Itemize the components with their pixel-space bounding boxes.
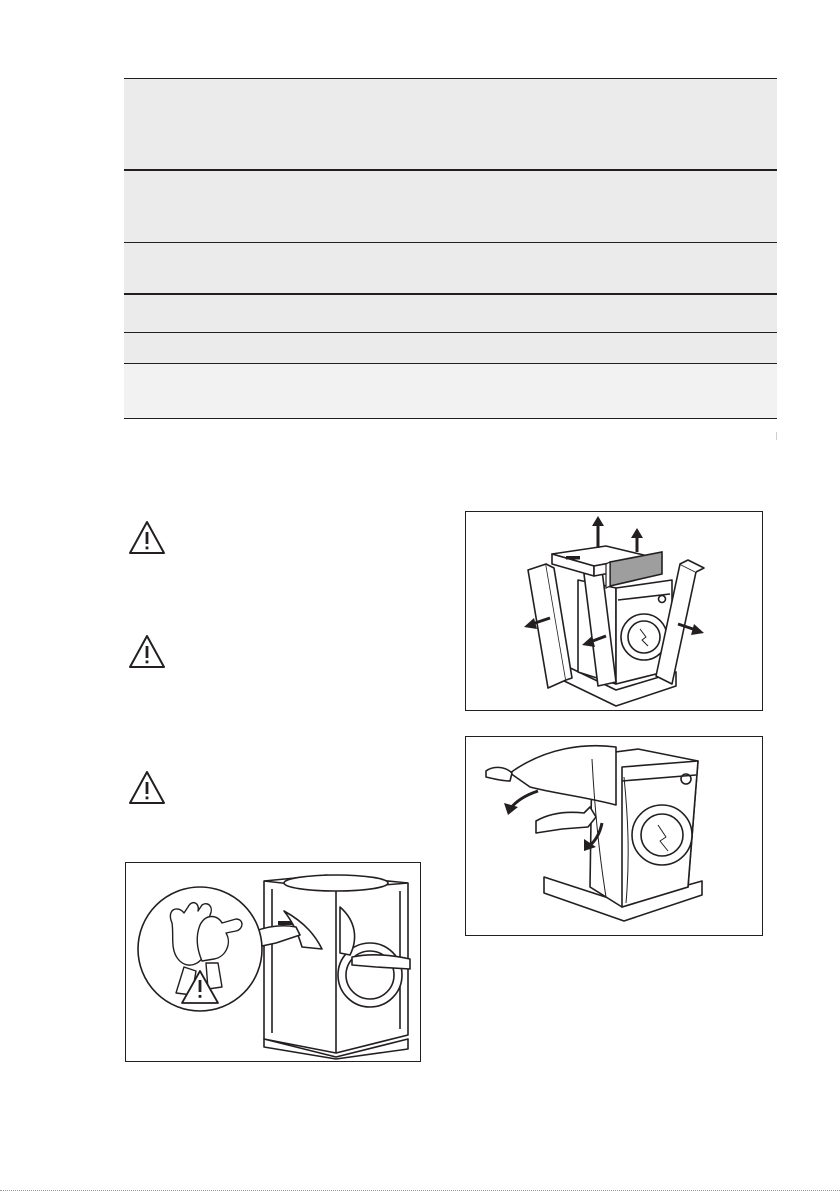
- figure-remove-packaging: [465, 511, 763, 711]
- table-row: [124, 79, 777, 171]
- table-row: [124, 295, 777, 333]
- arrow-icon: [504, 803, 518, 815]
- table-row: [124, 333, 777, 364]
- page-bottom-rule: [0, 1190, 840, 1191]
- figure-remove-cover: [465, 736, 763, 936]
- specification-table: [124, 78, 777, 419]
- cover-removal-illustration: [466, 737, 762, 935]
- margin-mark: [776, 432, 777, 440]
- figure-wear-gloves: [125, 862, 421, 1062]
- wear-gloves-illustration: [126, 863, 420, 1061]
- warning-triangle-icon: [128, 634, 166, 670]
- table-row: [124, 171, 777, 243]
- warning-triangle-icon: [128, 770, 166, 806]
- warning-triangle-icon: [128, 520, 166, 556]
- table-row: [124, 243, 777, 295]
- table-row: [124, 364, 777, 419]
- packaging-removal-illustration: [466, 512, 762, 710]
